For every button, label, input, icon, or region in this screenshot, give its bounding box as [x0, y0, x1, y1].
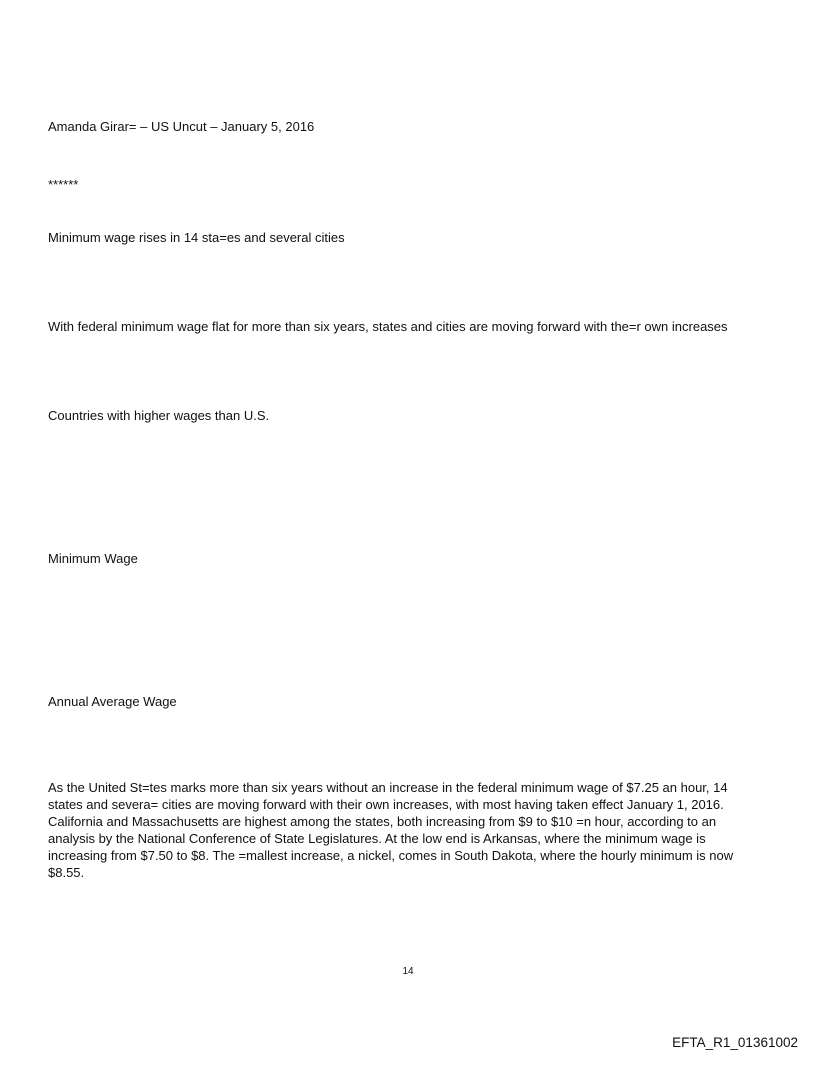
- body-line: California and Massachusetts are highest among the states, both increasing from $9 to $10 =n hour, according to an: [48, 814, 717, 829]
- body-paragraph: [48, 779, 778, 881]
- byline: Amanda Girar= – US Uncut – January 5, 2016: [48, 119, 315, 134]
- body-line: As the United St=tes marks more than six years without an increase in the federal minimum wage of $7.25 an hour, 14: [48, 780, 728, 795]
- body-line: $8.55.: [48, 865, 85, 880]
- body-line: analysis by the National Conference of State Legislatures. At the low end is Arkansas, where the minimum wage is: [48, 831, 706, 846]
- separator: ******: [48, 177, 79, 192]
- page-number: 14: [402, 966, 414, 977]
- caption-countries: Countries with higher wages than U.S.: [48, 408, 270, 423]
- body-line: states and severa= cities are moving forward with their own increases, with most having taken effect January 1, 2016.: [48, 797, 724, 812]
- headline: Minimum wage rises in 14 sta=es and several cities: [48, 230, 345, 245]
- subheadline: With federal minimum wage flat for more than six years, states and cities are moving forward with the=r own increases: [48, 319, 728, 334]
- body-line: increasing from $7.50 to $8. The =mallest increase, a nickel, comes in South Dakota, where the hourly minimum is now: [48, 848, 734, 863]
- label-annual-wage: Annual Average Wage: [48, 694, 177, 709]
- label-minimum-wage: Minimum Wage: [48, 551, 138, 566]
- document-id: EFTA_R1_01361002: [672, 1035, 798, 1050]
